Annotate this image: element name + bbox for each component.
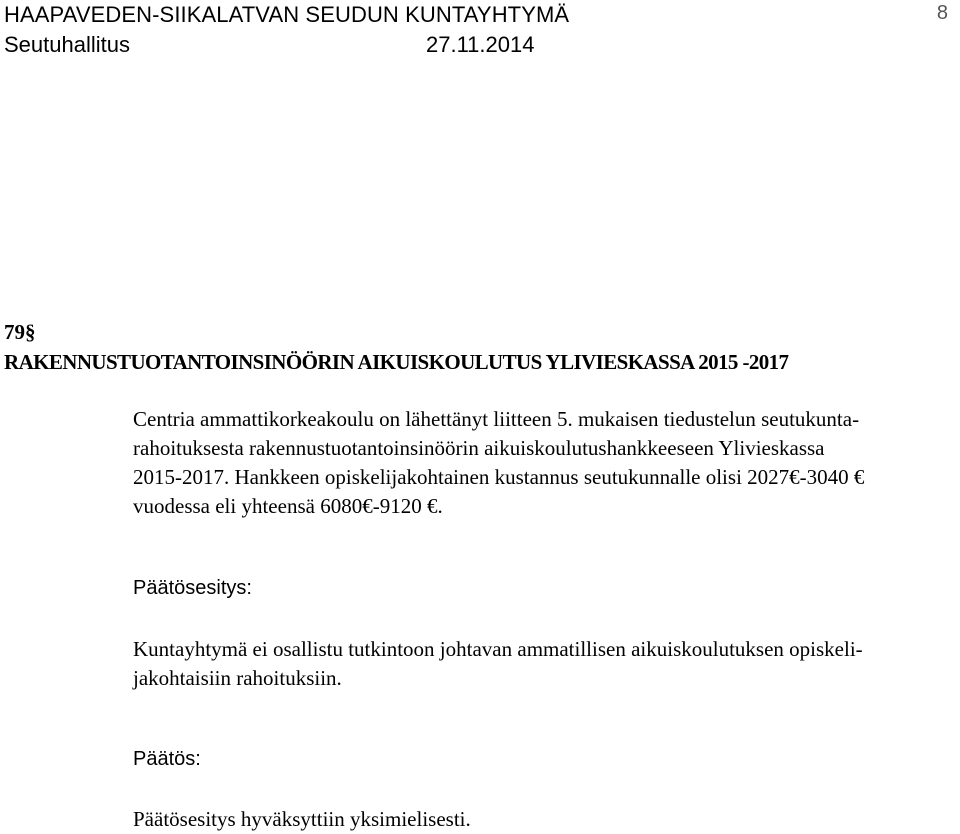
intro-line: 2015-2017. Hankkeen opiskelijakohtainen kustannus seutukunnalle olisi 2027€-3040 € xyxy=(133,465,865,489)
header-organization: HAAPAVEDEN-SIIKALATVAN SEUDUN KUNTAYHTYMÄ xyxy=(4,2,570,27)
section-number: 79§ xyxy=(4,320,36,344)
intro-line: vuodessa eli yhteensä 6080€-9120 €. xyxy=(133,494,443,518)
section-title: RAKENNUSTUOTANTOINSINÖÖRIN AIKUISKOULUTUS YLIVIESKASSA 2015 -2017 xyxy=(4,350,789,374)
proposal-paragraph xyxy=(133,635,933,693)
intro-line: rahoituksesta rakennustuotantoinsinöörin aikuiskoulutushankkeeseen Ylivieskassa xyxy=(133,436,825,460)
header-unit: Seutuhallitus xyxy=(4,32,130,57)
decision-text: Päätösesitys hyväksyttiin yksimielisesti. xyxy=(133,807,471,831)
decision-label: Päätös: xyxy=(133,748,201,770)
proposal-label: Päätösesitys: xyxy=(133,577,252,599)
intro-paragraph xyxy=(133,405,933,521)
header-date: 27.11.2014 xyxy=(426,32,535,57)
decision-paragraph xyxy=(133,805,933,834)
intro-line: Centria ammattikorkeakoulu on lähettänyt liitteen 5. mukaisen tiedustelun seutukunta- xyxy=(133,407,860,431)
proposal-line: Kuntayhtymä ei osallistu tutkintoon johtavan ammatillisen aikuiskoulutuksen opiskeli- xyxy=(133,637,863,661)
page-number: 8 xyxy=(936,2,948,24)
proposal-line: jakohtaisiin rahoituksiin. xyxy=(133,666,342,690)
